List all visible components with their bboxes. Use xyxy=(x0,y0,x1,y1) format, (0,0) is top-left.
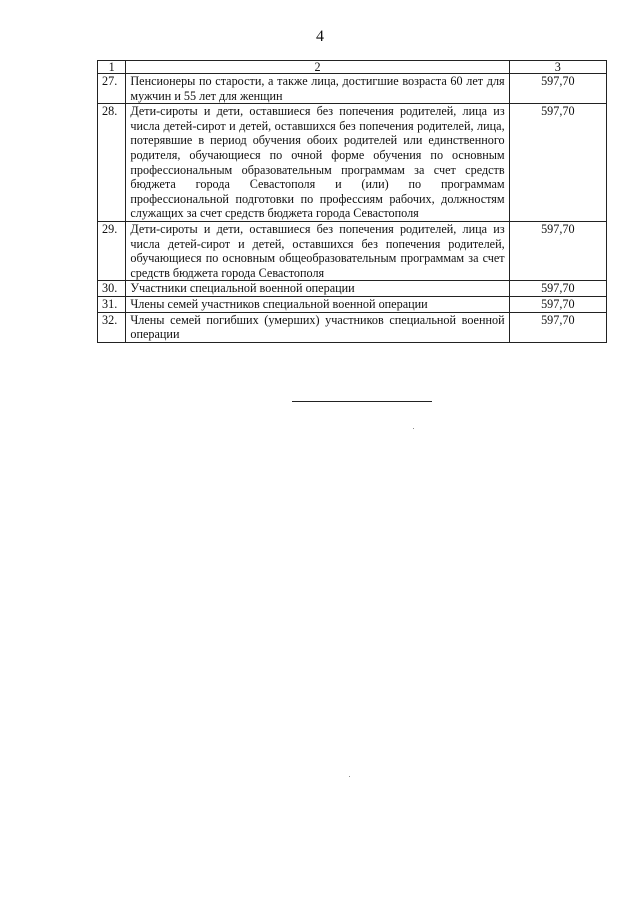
row-number: 28. xyxy=(98,104,126,222)
row-value: 597,70 xyxy=(509,296,606,312)
row-description: Пенсионеры по старости, а также лица, достигшие возраста 60 лет для мужчин и 55 лет для женщин xyxy=(126,74,509,104)
row-value: 597,70 xyxy=(509,281,606,297)
table-row xyxy=(98,221,607,280)
row-description: Члены семей погибших (умерших) участников специальной военной операции xyxy=(126,312,509,342)
table-row xyxy=(98,74,607,104)
row-description: Участники специальной военной операции xyxy=(126,281,509,297)
end-of-table-rule xyxy=(292,401,432,402)
row-number: 32. xyxy=(98,312,126,342)
row-number: 30. xyxy=(98,281,126,297)
page-number: 4 xyxy=(316,28,324,45)
row-value: 597,70 xyxy=(509,312,606,342)
header-col-3: 3 xyxy=(509,61,606,74)
scan-speck xyxy=(349,776,350,777)
row-value: 597,70 xyxy=(509,221,606,280)
row-number: 27. xyxy=(98,74,126,104)
row-value: 597,70 xyxy=(509,74,606,104)
table-row xyxy=(98,312,607,342)
table-row xyxy=(98,104,607,222)
header-col-1: 1 xyxy=(98,61,126,74)
table-row xyxy=(98,296,607,312)
row-description: Дети-сироты и дети, оставшиеся без попечения родителей, лица из числа детей-сирот и детей, оставшихся без попечения родителей, лица, потерявшие в период обучения обоих родителей или единственного родителя, обучающиеся по очной форме обучения по основным профессиональным образовательным программам за счет средств бюджета города Севастополя и (или) по программам профессиональной подготовки по профессиям рабочих, должностям служащих за счет средств бюджета города Севастополя xyxy=(126,104,509,222)
row-number: 29. xyxy=(98,221,126,280)
tariff-table xyxy=(97,60,607,343)
row-description: Члены семей участников специальной военной операции xyxy=(126,296,509,312)
table-header-row xyxy=(98,61,607,74)
row-description: Дети-сироты и дети, оставшиеся без попечения родителей, лица из числа детей-сирот и детей, оставшихся без попечения родителей, обучающиеся по основным общеобразовательным программам за счет средств бюджета города Севастополя xyxy=(126,221,509,280)
header-col-2: 2 xyxy=(126,61,509,74)
scan-speck xyxy=(413,428,414,429)
row-value: 597,70 xyxy=(509,104,606,222)
table-row xyxy=(98,281,607,297)
row-number: 31. xyxy=(98,296,126,312)
